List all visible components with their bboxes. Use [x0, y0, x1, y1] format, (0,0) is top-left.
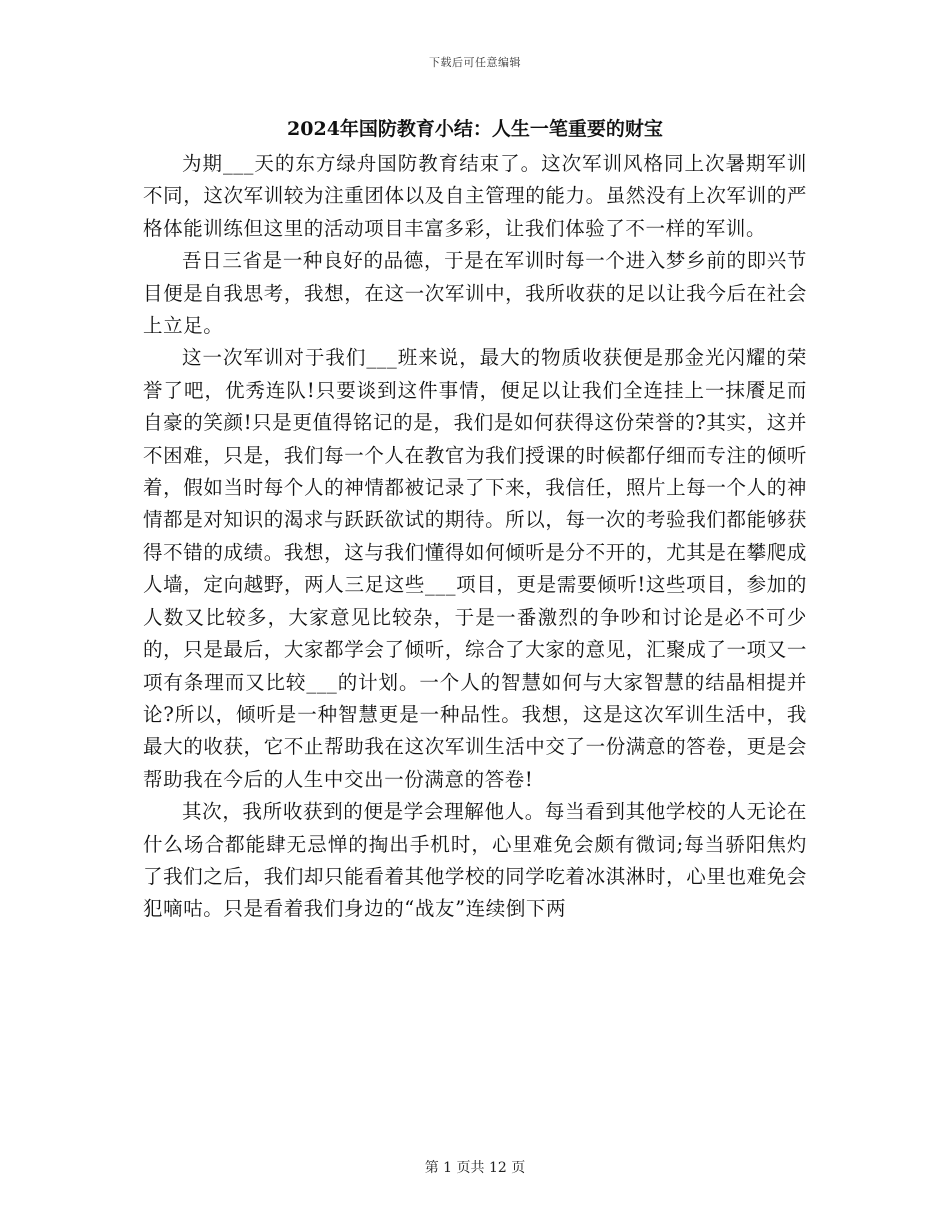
body-paragraph: 吾日三省是一种良好的品德，于是在军训时每一个进入梦乡前的即兴节目便是自我思考，我想，在这一次军训中，我所收获的足以让我今后在社会上立足。	[143, 249, 807, 338]
document-body	[143, 148, 807, 926]
body-paragraph: 这一次军训对于我们___班来说，最大的物质收获便是那金光闪耀的荣誉了吧，优秀连队!只要谈到这件事情，便足以让我们全连挂上一抹餍足而自豪的笑颜!只是更值得铭记的是，我们是如何获得这份荣誉的?其实，这并不困难，只是，我们每一个人在教官为我们授课的时候都仔细而专注的倾听着，假如当时每个人的神情都被记录了下来，我信任，照片上每一个人的神情都是对知识的渴求与跃跃欲试的期待。所以，每一次的考验我们都能够获得不错的成绩。我想，这与我们懂得如何倾听是分不开的，尤其是在攀爬成人墙，定向越野，两人三足这些___项目，更是需要倾听!这些项目，参加的人数又比较多，大家意见比较杂，于是一番激烈的争吵和讨论是必不可少的，只是最后，大家都学会了倾听，综合了大家的意见，汇聚成了一项又一项有条理而又比较___的计划。一个人的智慧如何与大家智慧的结晶相提并论?所以，倾听是一种智慧更是一种品性。我想，这是这次军训生活中，我最大的收获，它不止帮助我在这次军训生活中交了一份满意的答卷，更是会帮助我在今后的人生中交出一份满意的答卷!	[143, 346, 807, 791]
page-number-footer: 第 1 页共 12 页	[424, 1160, 526, 1176]
body-paragraph: 其次，我所收获到的便是学会理解他人。每当看到其他学校的人无论在什么场合都能肆无忌惮的掏出手机时，心里难免会颇有微词;每当骄阳焦灼了我们之后，我们却只能看着其他学校的同学吃着冰淇淋时，心里也难免会犯嘀咕。只是看着我们身边的“战友”连续倒下两	[143, 800, 807, 921]
page-header-note: 下载后可任意编辑	[429, 56, 521, 69]
body-paragraph: 为期___天的东方绿舟国防教育结束了。这次军训风格同上次暑期军训不同，这次军训较为注重团体以及自主管理的能力。虽然没有上次军训的严格体能训练但这里的活动项目丰富多彩，让我们体验了不一样的军训。	[143, 152, 807, 240]
document-title: 2024年国防教育小结：人生一笔重要的财宝	[287, 118, 663, 140]
